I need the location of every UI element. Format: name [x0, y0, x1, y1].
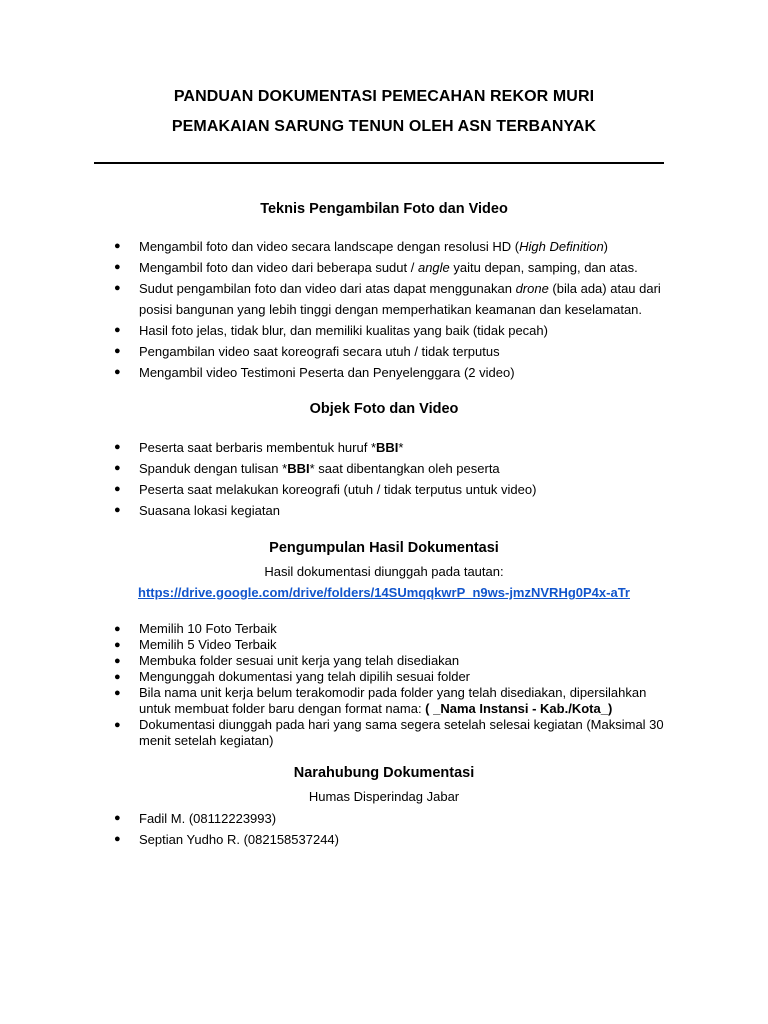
contact-item: ● Septian Yudho R. (082158537244) — [0, 829, 768, 850]
list-item: ● Mengunggah dokumentasi yang telah dipilih sesuai folder — [114, 669, 470, 684]
bullet-icon: ● — [114, 366, 121, 378]
list-item: ● Mengambil foto dan video secara landscape dengan resolusi HD (High Definition) — [0, 236, 768, 257]
contact-organization: Humas Disperindag Jabar — [308, 789, 460, 804]
document-title-line-1: PANDUAN DOKUMENTASI PEMECAHAN REKOR MURI — [173, 88, 595, 105]
list-item: ● Spanduk dengan tulisan *BBI* saat dibentangkan oleh peserta — [0, 458, 768, 479]
bullet-icon: ● — [114, 282, 121, 294]
contact-list — [0, 808, 768, 850]
list-item: ● Mengambil foto dan video dari beberapa sudut / angle yaitu depan, samping, dan atas. — [0, 257, 768, 278]
bullet-icon: ● — [114, 462, 121, 474]
bullet-icon: ● — [114, 687, 121, 699]
bullet-icon: ● — [114, 345, 121, 357]
bullet-icon: ● — [114, 504, 121, 516]
bullet-icon: ● — [114, 483, 121, 495]
list-item: ● Dokumentasi diunggah pada hari yang sama segera setelah selesai kegiatan (Maksimal 30 menit setelah kegiatan) — [114, 717, 664, 748]
bullet-icon: ● — [114, 261, 121, 273]
bullet-icon: ● — [114, 324, 121, 336]
list-item: ● Pengambilan video saat koreografi secara utuh / tidak terputus — [0, 341, 768, 362]
document-title-line-2: PEMAKAIAN SARUNG TENUN OLEH ASN TERBANYAK — [171, 118, 597, 135]
list-item: ● Membuka folder sesuai unit kerja yang telah disediakan — [114, 653, 460, 668]
list-item: ● Suasana lokasi kegiatan — [0, 500, 768, 521]
objek-list — [0, 437, 768, 521]
list-item: ● Peserta saat melakukan koreografi (utuh / tidak terputus untuk video) — [0, 479, 768, 500]
list-item: ● Hasil foto jelas, tidak blur, dan memiliki kualitas yang baik (tidak pecah) — [0, 320, 768, 341]
teknis-list — [0, 236, 768, 383]
section-heading-objek: Objek Foto dan Video — [309, 401, 459, 417]
list-item: ● Memilih 5 Video Terbaik — [114, 637, 277, 652]
list-item: ● Bila nama unit kerja belum terakomodir pada folder yang telah disediakan, dipersilahkan untuk membuat folder baru dengan format nama: ( _Nama Instansi - Kab./Kota_) — [114, 685, 647, 716]
pengumpulan-list — [0, 621, 768, 749]
bullet-icon: ● — [114, 833, 121, 845]
bullet-icon: ● — [114, 719, 121, 731]
bullet-icon: ● — [114, 240, 121, 252]
bullet-icon: ● — [114, 671, 121, 683]
drive-link-wrapper — [0, 585, 768, 600]
bullet-icon: ● — [114, 812, 121, 824]
contact-item: ● Fadil M. (08112223993) — [0, 808, 768, 829]
list-item: ● Sudut pengambilan foto dan video dari atas dapat menggunakan drone (bila ada) atau dari posisi bangunan yang lebih tinggi dengan memperhatikan keamanan dan keselamatan. — [0, 278, 768, 320]
upload-intro-text: Hasil dokumentasi diunggah pada tautan: — [264, 564, 504, 579]
section-heading-pengumpulan: Pengumpulan Hasil Dokumentasi — [269, 540, 499, 556]
list-item: ● Memilih 10 Foto Terbaik — [114, 621, 277, 636]
drive-folder-link[interactable]: https://drive.google.com/drive/folders/14SUmqqkwrP_n9ws-jmzNVRHg0P4x-aTr — [138, 585, 630, 600]
list-item: ● Mengambil video Testimoni Peserta dan Penyelenggara (2 video) — [0, 362, 768, 383]
bullet-icon: ● — [114, 441, 121, 453]
title-divider — [94, 162, 664, 164]
bullet-icon: ● — [114, 655, 121, 667]
section-heading-narahubung: Narahubung Dokumentasi — [293, 765, 475, 781]
bullet-icon: ● — [114, 639, 121, 651]
bullet-icon: ● — [114, 623, 121, 635]
list-item: ● Peserta saat berbaris membentuk huruf *BBI* — [0, 437, 768, 458]
section-heading-teknis: Teknis Pengambilan Foto dan Video — [260, 201, 508, 217]
